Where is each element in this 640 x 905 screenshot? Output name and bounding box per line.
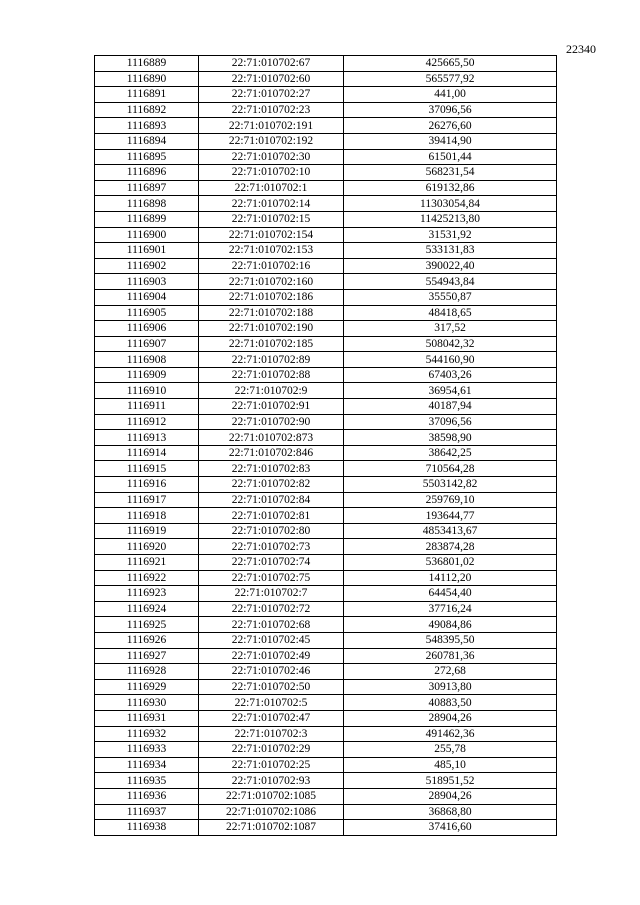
cadastral-number-cell: 22:71:010702:188 (199, 305, 344, 321)
record-number-cell: 1116910 (95, 383, 199, 399)
value-cell: 40187,94 (344, 399, 557, 415)
table-row (95, 477, 557, 493)
cadastral-number-cell: 22:71:010702:1087 (199, 820, 344, 836)
cadastral-number-cell: 22:71:010702:80 (199, 523, 344, 539)
record-number-cell: 1116922 (95, 570, 199, 586)
value-cell: 37416,60 (344, 820, 557, 836)
record-number-cell: 1116930 (95, 695, 199, 711)
table-row (95, 336, 557, 352)
cadastral-number-cell: 22:71:010702:160 (199, 274, 344, 290)
cadastral-number-cell: 22:71:010702:82 (199, 477, 344, 493)
cadastral-number-cell: 22:71:010702:46 (199, 664, 344, 680)
record-number-cell: 1116895 (95, 149, 199, 165)
value-cell: 48418,65 (344, 305, 557, 321)
cadastral-number-cell: 22:71:010702:25 (199, 757, 344, 773)
value-cell: 568231,54 (344, 165, 557, 181)
table-row (95, 274, 557, 290)
record-number-cell: 1116920 (95, 539, 199, 555)
cadastral-number-cell: 22:71:010702:89 (199, 352, 344, 368)
registry-table-body (95, 56, 557, 836)
cadastral-number-cell: 22:71:010702:7 (199, 586, 344, 602)
cadastral-number-cell: 22:71:010702:153 (199, 243, 344, 259)
record-number-cell: 1116921 (95, 555, 199, 571)
record-number-cell: 1116927 (95, 648, 199, 664)
value-cell: 28904,26 (344, 710, 557, 726)
cadastral-number-cell: 22:71:010702:29 (199, 742, 344, 758)
cadastral-number-cell: 22:71:010702:75 (199, 570, 344, 586)
value-cell: 544160,90 (344, 352, 557, 368)
record-number-cell: 1116901 (95, 243, 199, 259)
cadastral-number-cell: 22:71:010702:185 (199, 336, 344, 352)
record-number-cell: 1116919 (95, 523, 199, 539)
table-row (95, 399, 557, 415)
table-row (95, 430, 557, 446)
record-number-cell: 1116908 (95, 352, 199, 368)
record-number-cell: 1116935 (95, 773, 199, 789)
table-row (95, 71, 557, 87)
cadastral-number-cell: 22:71:010702:1086 (199, 804, 344, 820)
record-number-cell: 1116912 (95, 414, 199, 430)
cadastral-number-cell: 22:71:010702:27 (199, 87, 344, 103)
record-number-cell: 1116892 (95, 102, 199, 118)
cadastral-number-cell: 22:71:010702:190 (199, 321, 344, 337)
cadastral-number-cell: 22:71:010702:15 (199, 211, 344, 227)
record-number-cell: 1116893 (95, 118, 199, 134)
table-row (95, 305, 557, 321)
table-row (95, 227, 557, 243)
record-number-cell: 1116914 (95, 445, 199, 461)
value-cell: 39414,90 (344, 133, 557, 149)
table-row (95, 695, 557, 711)
cadastral-number-cell: 22:71:010702:45 (199, 632, 344, 648)
value-cell: 64454,40 (344, 586, 557, 602)
table-row (95, 243, 557, 259)
record-number-cell: 1116904 (95, 289, 199, 305)
cadastral-number-cell: 22:71:010702:1 (199, 180, 344, 196)
table-row (95, 180, 557, 196)
table-row (95, 352, 557, 368)
table-row (95, 570, 557, 586)
table-row (95, 445, 557, 461)
cadastral-number-cell: 22:71:010702:93 (199, 773, 344, 789)
record-number-cell: 1116932 (95, 726, 199, 742)
cadastral-number-cell: 22:71:010702:14 (199, 196, 344, 212)
table-row (95, 87, 557, 103)
page-number: 22340 (566, 42, 596, 56)
value-cell: 283874,28 (344, 539, 557, 555)
value-cell: 36954,61 (344, 383, 557, 399)
cadastral-number-cell: 22:71:010702:90 (199, 414, 344, 430)
record-number-cell: 1116896 (95, 165, 199, 181)
value-cell: 40883,50 (344, 695, 557, 711)
table-row (95, 165, 557, 181)
table-row (95, 56, 557, 72)
record-number-cell: 1116911 (95, 399, 199, 415)
value-cell: 441,00 (344, 87, 557, 103)
table-row (95, 539, 557, 555)
value-cell: 67403,26 (344, 367, 557, 383)
cadastral-number-cell: 22:71:010702:1085 (199, 788, 344, 804)
table-row (95, 788, 557, 804)
value-cell: 26276,60 (344, 118, 557, 134)
record-number-cell: 1116889 (95, 56, 199, 72)
cadastral-number-cell: 22:71:010702:192 (199, 133, 344, 149)
value-cell: 61501,44 (344, 149, 557, 165)
record-number-cell: 1116928 (95, 664, 199, 680)
cadastral-number-cell: 22:71:010702:50 (199, 679, 344, 695)
value-cell: 37716,24 (344, 601, 557, 617)
record-number-cell: 1116923 (95, 586, 199, 602)
cadastral-number-cell: 22:71:010702:186 (199, 289, 344, 305)
value-cell: 491462,36 (344, 726, 557, 742)
value-cell: 554943,84 (344, 274, 557, 290)
record-number-cell: 1116937 (95, 804, 199, 820)
record-number-cell: 1116926 (95, 632, 199, 648)
cadastral-number-cell: 22:71:010702:67 (199, 56, 344, 72)
table-row (95, 804, 557, 820)
cadastral-number-cell: 22:71:010702:73 (199, 539, 344, 555)
record-number-cell: 1116897 (95, 180, 199, 196)
cadastral-number-cell: 22:71:010702:16 (199, 258, 344, 274)
value-cell: 536801,02 (344, 555, 557, 571)
record-number-cell: 1116915 (95, 461, 199, 477)
cadastral-number-cell: 22:71:010702:83 (199, 461, 344, 477)
record-number-cell: 1116890 (95, 71, 199, 87)
table-row (95, 757, 557, 773)
value-cell: 255,78 (344, 742, 557, 758)
cadastral-number-cell: 22:71:010702:23 (199, 102, 344, 118)
value-cell: 710564,28 (344, 461, 557, 477)
cadastral-number-cell: 22:71:010702:191 (199, 118, 344, 134)
table-row (95, 742, 557, 758)
table-row (95, 133, 557, 149)
value-cell: 36868,80 (344, 804, 557, 820)
table-row (95, 211, 557, 227)
table-row (95, 414, 557, 430)
value-cell: 518951,52 (344, 773, 557, 789)
value-cell: 619132,86 (344, 180, 557, 196)
cadastral-number-cell: 22:71:010702:47 (199, 710, 344, 726)
record-number-cell: 1116891 (95, 87, 199, 103)
value-cell: 317,52 (344, 321, 557, 337)
value-cell: 533131,83 (344, 243, 557, 259)
record-number-cell: 1116925 (95, 617, 199, 633)
table-row (95, 258, 557, 274)
record-number-cell: 1116905 (95, 305, 199, 321)
cadastral-number-cell: 22:71:010702:88 (199, 367, 344, 383)
value-cell: 485,10 (344, 757, 557, 773)
table-row (95, 196, 557, 212)
record-number-cell: 1116934 (95, 757, 199, 773)
table-row (95, 710, 557, 726)
value-cell: 14112,20 (344, 570, 557, 586)
value-cell: 38598,90 (344, 430, 557, 446)
value-cell: 565577,92 (344, 71, 557, 87)
table-row (95, 773, 557, 789)
cadastral-number-cell: 22:71:010702:68 (199, 617, 344, 633)
cadastral-number-cell: 22:71:010702:3 (199, 726, 344, 742)
record-number-cell: 1116903 (95, 274, 199, 290)
table-row (95, 118, 557, 134)
table-row (95, 617, 557, 633)
record-number-cell: 1116900 (95, 227, 199, 243)
value-cell: 38642,25 (344, 445, 557, 461)
value-cell: 4853413,67 (344, 523, 557, 539)
value-cell: 5503142,82 (344, 477, 557, 493)
table-row (95, 149, 557, 165)
record-number-cell: 1116916 (95, 477, 199, 493)
cadastral-number-cell: 22:71:010702:873 (199, 430, 344, 446)
value-cell: 259769,10 (344, 492, 557, 508)
record-number-cell: 1116918 (95, 508, 199, 524)
table-row (95, 664, 557, 680)
record-number-cell: 1116894 (95, 133, 199, 149)
cadastral-number-cell: 22:71:010702:81 (199, 508, 344, 524)
value-cell: 272,68 (344, 664, 557, 680)
cadastral-number-cell: 22:71:010702:5 (199, 695, 344, 711)
table-row (95, 679, 557, 695)
table-row (95, 648, 557, 664)
value-cell: 35550,87 (344, 289, 557, 305)
table-row (95, 523, 557, 539)
value-cell: 11425213,80 (344, 211, 557, 227)
value-cell: 193644,77 (344, 508, 557, 524)
record-number-cell: 1116917 (95, 492, 199, 508)
table-row (95, 367, 557, 383)
table-row (95, 820, 557, 836)
cadastral-number-cell: 22:71:010702:9 (199, 383, 344, 399)
record-number-cell: 1116899 (95, 211, 199, 227)
table-row (95, 289, 557, 305)
cadastral-number-cell: 22:71:010702:154 (199, 227, 344, 243)
table-row (95, 321, 557, 337)
table-row (95, 586, 557, 602)
record-number-cell: 1116913 (95, 430, 199, 446)
table-row (95, 601, 557, 617)
cadastral-number-cell: 22:71:010702:30 (199, 149, 344, 165)
record-number-cell: 1116907 (95, 336, 199, 352)
value-cell: 30913,80 (344, 679, 557, 695)
cadastral-number-cell: 22:71:010702:10 (199, 165, 344, 181)
table-row (95, 461, 557, 477)
table-row (95, 555, 557, 571)
table-row (95, 632, 557, 648)
table-row (95, 726, 557, 742)
table-row (95, 508, 557, 524)
table-row (95, 102, 557, 118)
record-number-cell: 1116936 (95, 788, 199, 804)
value-cell: 548395,50 (344, 632, 557, 648)
value-cell: 49084,86 (344, 617, 557, 633)
value-cell: 37096,56 (344, 414, 557, 430)
value-cell: 28904,26 (344, 788, 557, 804)
table-row (95, 383, 557, 399)
table-row (95, 492, 557, 508)
cadastral-number-cell: 22:71:010702:60 (199, 71, 344, 87)
record-number-cell: 1116909 (95, 367, 199, 383)
record-number-cell: 1116924 (95, 601, 199, 617)
record-number-cell: 1116906 (95, 321, 199, 337)
cadastral-number-cell: 22:71:010702:74 (199, 555, 344, 571)
record-number-cell: 1116933 (95, 742, 199, 758)
value-cell: 37096,56 (344, 102, 557, 118)
record-number-cell: 1116938 (95, 820, 199, 836)
cadastral-number-cell: 22:71:010702:49 (199, 648, 344, 664)
value-cell: 390022,40 (344, 258, 557, 274)
record-number-cell: 1116898 (95, 196, 199, 212)
value-cell: 31531,92 (344, 227, 557, 243)
registry-table (94, 55, 557, 836)
record-number-cell: 1116929 (95, 679, 199, 695)
cadastral-number-cell: 22:71:010702:846 (199, 445, 344, 461)
cadastral-number-cell: 22:71:010702:72 (199, 601, 344, 617)
record-number-cell: 1116902 (95, 258, 199, 274)
value-cell: 508042,32 (344, 336, 557, 352)
record-number-cell: 1116931 (95, 710, 199, 726)
cadastral-number-cell: 22:71:010702:91 (199, 399, 344, 415)
value-cell: 11303054,84 (344, 196, 557, 212)
value-cell: 260781,36 (344, 648, 557, 664)
value-cell: 425665,50 (344, 56, 557, 72)
cadastral-number-cell: 22:71:010702:84 (199, 492, 344, 508)
